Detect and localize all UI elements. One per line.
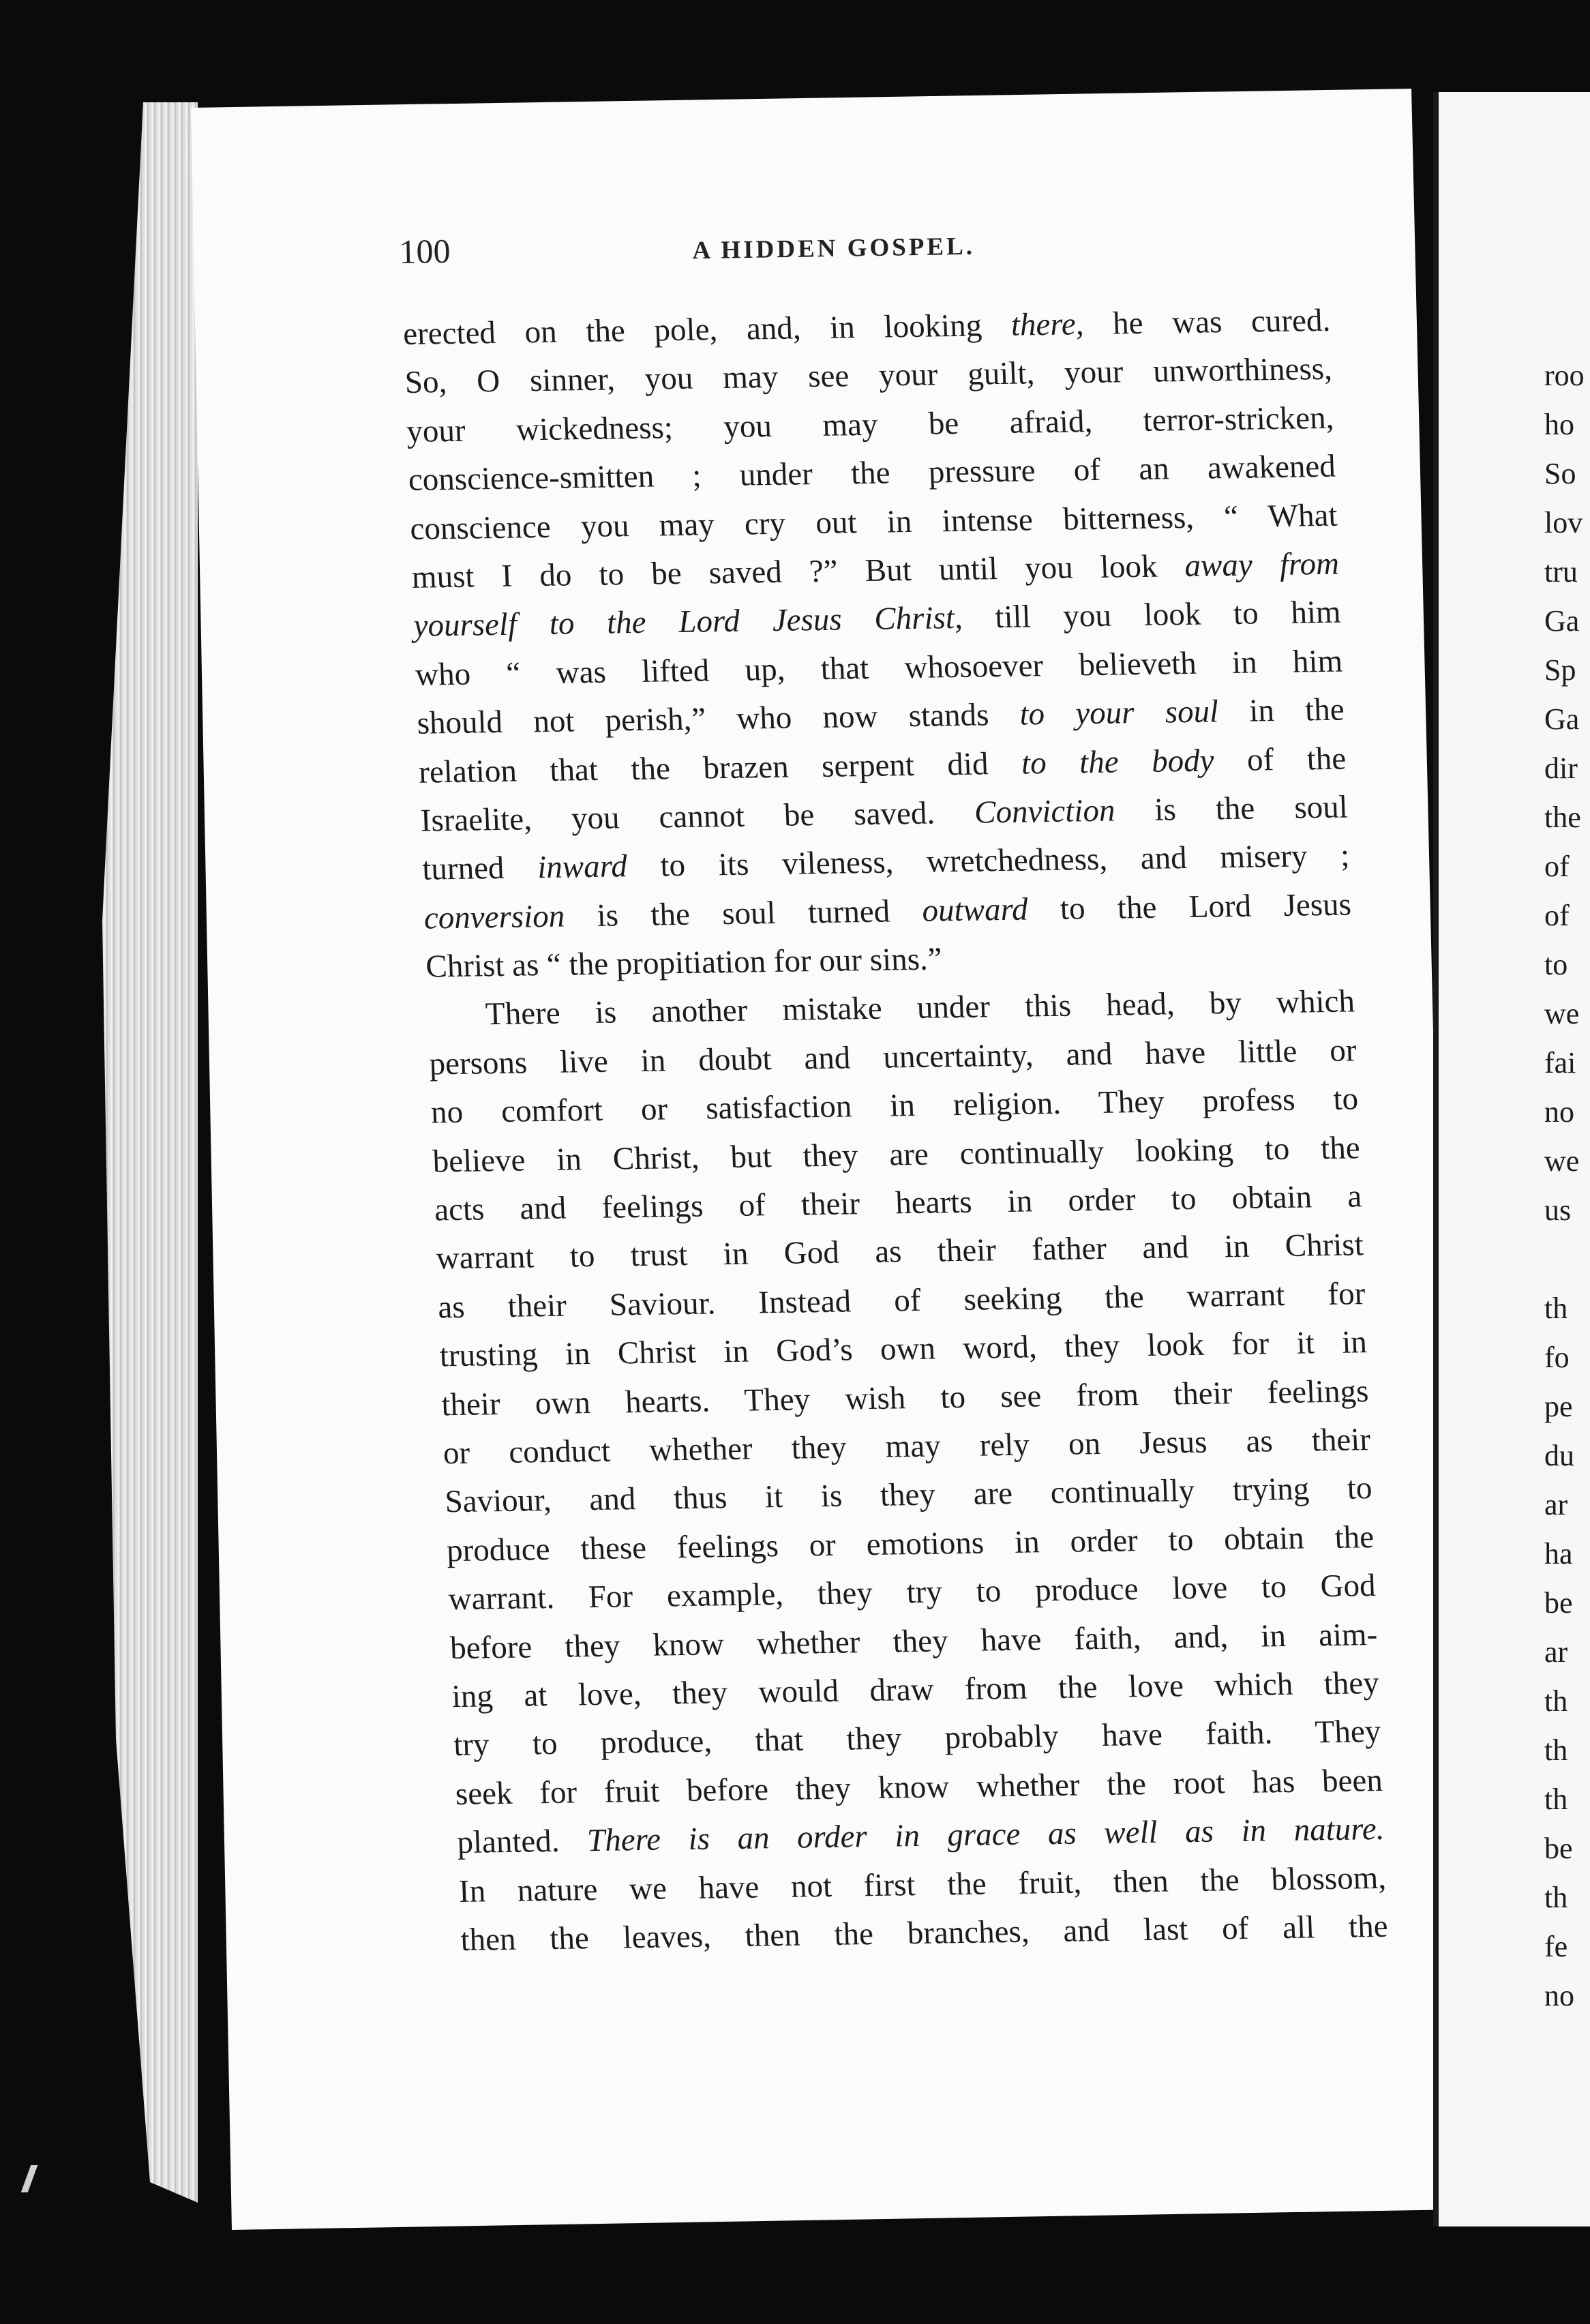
right-page-fragment: th xyxy=(1544,1292,1568,1325)
text-line: planted. There is an order in grace as well as in nature. xyxy=(456,1811,1385,1861)
text-line: turned inward to its vileness, wretchedness, and misery ; xyxy=(421,837,1351,887)
right-page-fragment: So xyxy=(1544,457,1576,490)
right-page-fragment: th xyxy=(1544,1684,1568,1718)
right-page-fragment: no xyxy=(1544,1979,1574,2012)
page-number: 100 xyxy=(399,231,451,271)
right-page-fragment: fo xyxy=(1544,1341,1570,1374)
right-page-fragment: Sp xyxy=(1544,653,1576,687)
right-page-fragment: be xyxy=(1544,1832,1573,1865)
text-line: believe in Christ, but they are continually looking to the xyxy=(432,1129,1361,1180)
right-page-fragment: pe xyxy=(1544,1390,1573,1423)
running-title: A HIDDEN GOSPEL. xyxy=(692,232,976,265)
right-page-fragment: Ga xyxy=(1544,702,1580,736)
text-line: conscience-smitten ; under the pressure of an awakened xyxy=(407,448,1336,498)
text-line: erected on the pole, and, in looking there, he was cured. xyxy=(402,302,1332,352)
right-page-fragment: ho xyxy=(1544,408,1574,441)
page-edge-stack xyxy=(102,102,198,2203)
text-line: ing at love, they would draw from the love which they xyxy=(451,1665,1380,1715)
right-page-fragment: of xyxy=(1544,850,1570,883)
body-text xyxy=(402,297,1389,1965)
right-page-fragment: tru xyxy=(1544,555,1578,589)
right-page-fragment: fe xyxy=(1544,1930,1568,1963)
right-page-fragment: dir xyxy=(1544,751,1578,785)
text-line: then the leaves, then the branches, and last of all the xyxy=(460,1908,1389,1958)
text-line: as their Saviour. Instead of seeking the warrant for xyxy=(437,1276,1366,1326)
right-page-fragment: th xyxy=(1544,1783,1568,1816)
right-page-fragment: us xyxy=(1544,1193,1572,1227)
text-line: yourself to the Lord Jesus Christ, till you look to him xyxy=(412,594,1342,644)
text-line: warrant. For example, they try to produce love to God xyxy=(447,1568,1377,1618)
text-line: Israelite, you cannot be saved. Conviction is the soul xyxy=(419,789,1349,839)
right-page-fragment xyxy=(1544,1235,1590,1284)
text-line: before they know whether they have faith, and, in aim- xyxy=(449,1616,1378,1666)
text-line: must I do to be saved ?” But until you look away from xyxy=(411,546,1340,595)
right-page-fragment: we xyxy=(1544,1144,1580,1178)
right-page-fragment: du xyxy=(1544,1439,1574,1472)
right-page-fragment: th xyxy=(1544,1733,1568,1767)
text-line: In nature we have not first the fruit, then the blossom, xyxy=(458,1860,1387,1909)
right-page-fragment: ar xyxy=(1544,1488,1568,1521)
text-line: There is another mistake under this head, by which xyxy=(485,983,1355,1032)
right-page-fragment: no xyxy=(1544,1095,1574,1129)
right-page-fragment: th xyxy=(1544,1881,1568,1914)
right-page-fragment: of xyxy=(1544,899,1570,932)
right-page-fragment: Ga xyxy=(1544,604,1580,638)
right-page-fragment: roo xyxy=(1544,359,1585,392)
margin-mark xyxy=(21,2165,38,2192)
text-line: conscience you may cry out in intense bitterness, “ What xyxy=(409,497,1338,547)
right-page-fragment: lov xyxy=(1544,506,1583,539)
text-line: acts and feelings of their hearts in order to obtain a xyxy=(434,1178,1363,1228)
text-line: trusting in Christ in God’s own word, they look for it in xyxy=(438,1324,1368,1374)
text-line: relation that the brazen serpent did to the body of the xyxy=(418,741,1347,790)
text-line: or conduct whether they may rely on Jesus as their xyxy=(442,1422,1371,1472)
right-page-fragment: be xyxy=(1544,1586,1573,1620)
right-page-fragment: fai xyxy=(1544,1046,1576,1079)
text-line: who “ was lifted up, that whosoever believeth in him xyxy=(415,643,1343,693)
right-page-text xyxy=(1544,351,1590,2021)
right-page-fragment: ar xyxy=(1544,1635,1568,1669)
right-page-fragment: we xyxy=(1544,997,1580,1030)
text-line: warrant to trust in God as their father and in Christ xyxy=(435,1227,1364,1277)
text-line: no comfort or satisfaction in religion. They profess to xyxy=(430,1081,1359,1131)
right-page-fragment: ha xyxy=(1544,1537,1573,1570)
right-page-fragment: the xyxy=(1544,801,1581,834)
text-line: their own hearts. They wish to see from their feelings xyxy=(440,1373,1370,1422)
text-line: produce these feelings or emotions in order to obtain the xyxy=(446,1519,1375,1568)
text-line: conversion is the soul turned outward to the Lord Jesus xyxy=(423,887,1352,936)
text-line: try to produce, that they probably have faith. They xyxy=(453,1714,1382,1763)
text-line: So, O sinner, you may see your guilt, your unworthiness, xyxy=(404,351,1333,401)
text-line: your wickedness; you may be afraid, terror-stricken, xyxy=(406,400,1335,449)
text-line: persons live in doubt and uncertainty, and have little or xyxy=(428,1032,1358,1082)
right-page-fragment: to xyxy=(1544,948,1568,981)
text-line: should not perish,” who now stands to your soul in the xyxy=(416,691,1345,741)
text-line: Christ as “ the propitiation for our sins.” xyxy=(425,941,943,985)
text-line: Saviour, and thus it is they are continually trying to xyxy=(444,1470,1373,1520)
text-line: seek for fruit before they know whether the root has been xyxy=(454,1762,1383,1812)
